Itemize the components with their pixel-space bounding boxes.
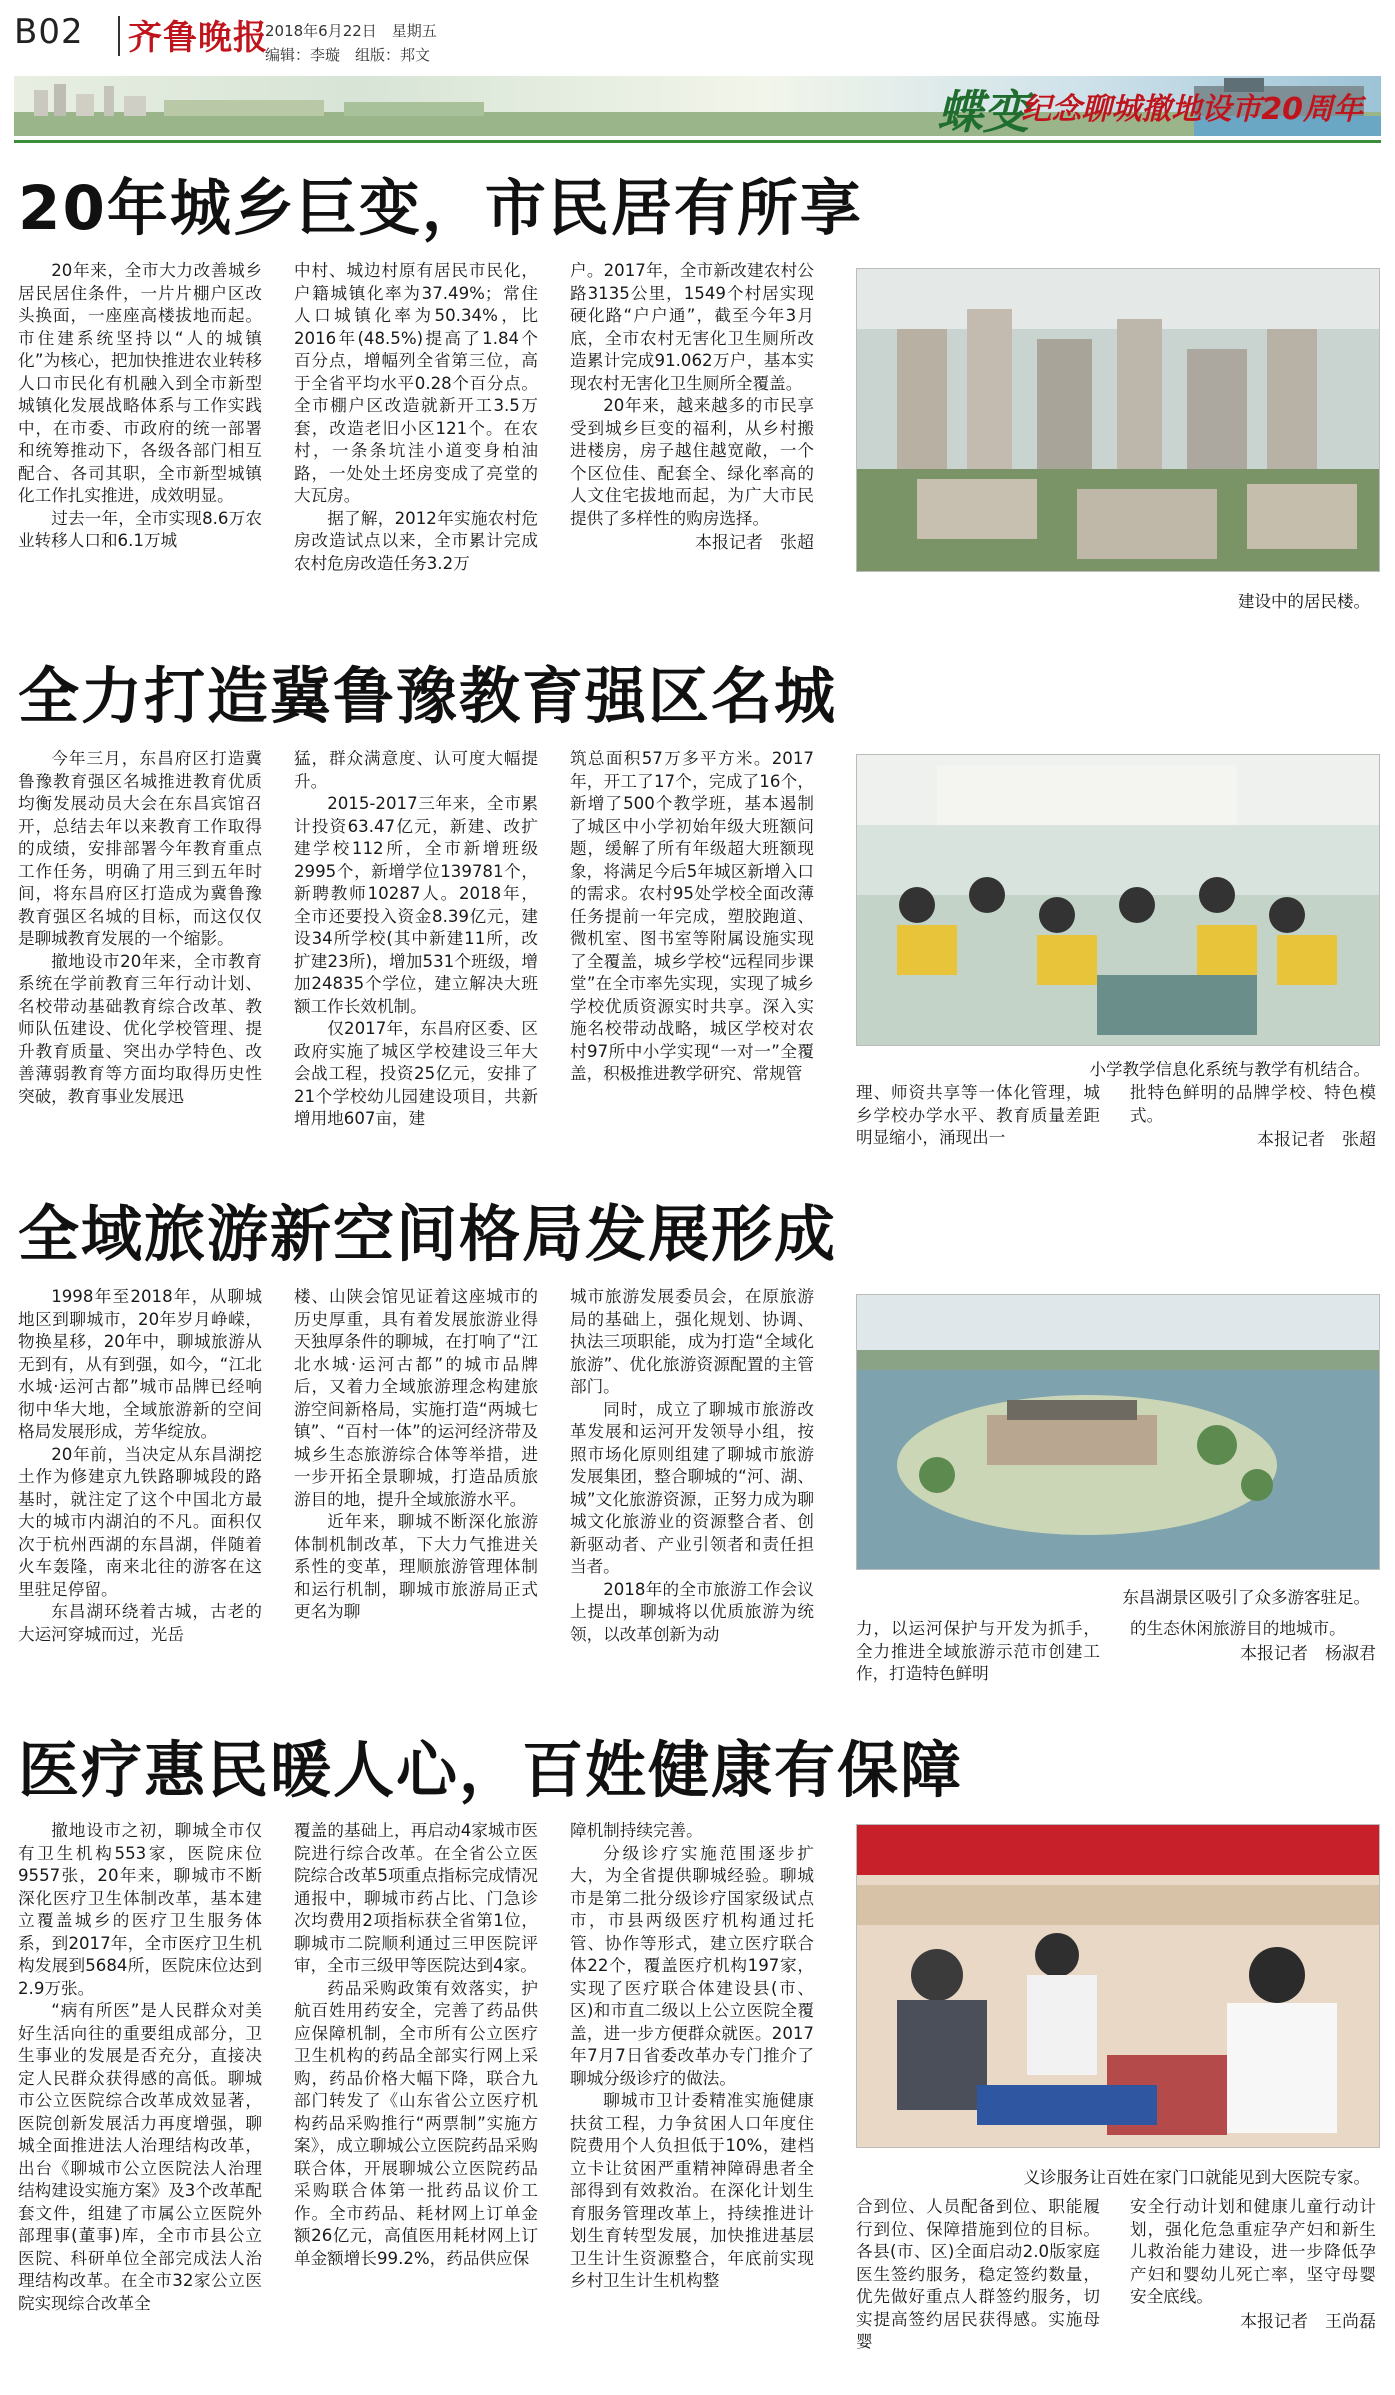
- photo-caption: 东昌湖景区吸引了众多游客驻足。: [1122, 1588, 1370, 1607]
- article-1-col-1: [18, 260, 262, 630]
- article-4-col-4: [856, 2196, 1100, 2381]
- paragraph: 20年来，全市大力改善城乡居民居住条件，一片片棚户区改头换面，一座座高楼拔地而起。市住建系统坚持以“人的城镇化”为核心，把加快推进农业转移人口市民化有机融入到全市新型城镇化发展战略体系与工作实践中，在市委、市政府的统一部署和统筹推动下，各级各部门相互配合、各司其职，全市新型城镇化工作扎实推进，成效明显。: [18, 261, 262, 505]
- photo-art: [857, 755, 1379, 1045]
- paragraph: 同时，成立了聊城市旅游改革发展和运河开发领导小组，按照市场化原则组建了聊城市旅游发展集团，整合聊城的“河、湖、城”文化旅游资源，正努力成为聊城文化旅游业的资源整合者、创新驱动者、产业引领者和责任担当者。: [570, 1399, 814, 1576]
- article-4-col-5: [1130, 2196, 1376, 2386]
- paragraph: 中村、城边村原有居民市民化，户籍城镇化率为37.49%；常住人口城镇化率为50.34%，比2016年(48.5%)提高了1.84个百分点，增幅列全省第三位，高于全省平均水平0.28个百分点。全市棚户区改造就新开工3.5万套，改造老旧小区121个。在农村，一条条坑洼小道变身柏油路，一处处土坯房变成了亮堂的大瓦房。: [294, 261, 538, 505]
- article-4-col-2: [294, 1820, 538, 2385]
- paragraph: 聊城市卫计委精准实施健康扶贫工程，力争贫困人口年度住院费用个人负担低于10%，建档立卡让贫困严重精神障碍患者全部得到有效救治。在深化计划生育服务管理改革上，持续推进计划生育转型发展，加快推进基层卫生计生资源整合，年底前实现乡村卫生计生机构整: [570, 2091, 814, 2290]
- article-2-col-3: [570, 748, 814, 1148]
- paragraph: 的生态休闲旅游目的地城市。: [1130, 1619, 1346, 1638]
- article-4-title: 医疗惠民暖人心，百姓健康有保障: [18, 1735, 964, 1806]
- banner-subtitle: 纪念聊城撤地设市20周年: [1021, 92, 1363, 127]
- photo-art: [857, 1295, 1379, 1569]
- article-4-col-1: [18, 1820, 262, 2385]
- byline: 本报记者 张超: [1257, 1130, 1376, 1150]
- article-1-col-3: [570, 260, 814, 630]
- paragraph: 户。2017年，全市新改建农村公路3135公里，1549个村居实现硬化路“户户通”，截至今年3月底，全市农村无害化卫生厕所改造累计完成91.062万户，基本实现农村无害化卫生厕所全覆盖。: [570, 261, 814, 393]
- page-number: B02: [14, 12, 84, 52]
- header-divider: [118, 16, 120, 56]
- paragraph: 2015-2017三年来，全市累计投资63.47亿元，新建、改扩建学校112所，全市新增班级2995个，新增学位139781个，新聘教师10287人。2018年，全市还要投入资金8.39亿元，建设34所学校(其中新建11所，改扩建23所)，增加531个班级，增加24835个学位，建立解决大班额工作长效机制。: [294, 794, 538, 1016]
- paragraph: 安全行动计划和健康儿童行动计划，强化危急重症孕产妇和新生儿救治能力建设，进一步降低孕产妇和婴幼儿死亡率，坚守母婴安全底线。: [1130, 2197, 1376, 2306]
- paragraph: 撤地设市20年来，全市教育系统在学前教育三年行动计划、名校带动基础教育综合改革、教师队伍建设、优化学校管理、提升教育质量、突出办学特色、改善薄弱教育等方面均取得历史性突破，教育事业发展迅: [18, 951, 262, 1106]
- paragraph: 合到位、人员配备到位、职能履行到位、保障措施到位的目标。各县(市、区)全面启动2.0版家庭医生签约服务，稳定签约数量，优先做好重点人群签约服务，切实提高签约居民获得感。实施母婴: [856, 2197, 1100, 2351]
- article-3-col-5: [1130, 1618, 1376, 1698]
- paragraph: 覆盖的基础上，再启动4家城市医院进行综合改革。在全省公立医院综合改革5项重点指标完成情况通报中，聊城市药占比、门急诊次均费用2项指标获全省第1位，聊城市二院顺利通过三甲医院评审，全市三级甲等医院达到4家。: [294, 1821, 538, 1975]
- photo-caption: 小学教学信息化系统与教学有机结合。: [1089, 1060, 1370, 1079]
- article-3-col-2: [294, 1286, 538, 1706]
- paragraph: 分级诊疗实施范围逐步扩大，为全省提供聊城经验。聊城市是第二批分级诊疗国家级试点市，市县两级医疗机构通过托管、协作等形式，建立医疗联合体22个，覆盖医疗机构197家，实现了医疗联合体建设县(市、区)和市直二级以上公立医院全覆盖，进一步方便群众就医。2017年7月7日省委改革办专门推介了聊城分级诊疗的做法。: [570, 1843, 814, 2088]
- classroom-photo: [856, 754, 1380, 1046]
- byline: 本报记者 张超: [695, 533, 814, 553]
- article-2-title: 全力打造冀鲁豫教育强区名城: [18, 661, 838, 732]
- banner-title: 蝶变: [937, 85, 1029, 136]
- paragraph: 20年前，当决定从东昌湖挖土作为修建京九铁路聊城段的路基时，就注定了这个中国北方最大的城市内湖泊的不凡。面积仅次于杭州西湖的东昌湖，伴随着火车轰隆，南来北往的游客在这里驻足停留。: [18, 1444, 262, 1599]
- paragraph: 楼、山陕会馆见证着这座城市的历史厚重，具有着发展旅游业得天独厚条件的聊城，在打响了“江北水城·运河古都”的城市品牌后，又着力全域旅游理念构建旅游空间新格局，实施打造“两城七镇”、“百村一体”的运河经济带及城乡生态旅游综合体等举措，进一步开拓全景聊城，打造品质旅游目的地，提升全域旅游水平。: [294, 1287, 538, 1509]
- article-4-col-3: [570, 1820, 814, 2385]
- lake-island-photo: [856, 1294, 1380, 1570]
- paragraph: 2018年的全市旅游工作会议上提出，聊城将以优质旅游为统领，以改革创新为动: [570, 1579, 814, 1644]
- article-3-col-1: [18, 1286, 262, 1706]
- paragraph: 力，以运河保护与开发为抓手，全力推进全域旅游示范市创建工作，打造特色鲜明: [856, 1619, 1100, 1683]
- medical-clinic-photo: [856, 1824, 1380, 2148]
- byline: 本报记者 杨淑君: [1240, 1643, 1376, 1664]
- paragraph: 仅2017年，东昌府区委、区政府实施了城区学校建设三年大会战工程，投资25亿元，安排了21个学校幼儿园建设项目，共新增用地607亩，建: [294, 1019, 538, 1128]
- photo-art: [857, 269, 1379, 571]
- banner-strip: [14, 76, 1381, 136]
- article-2-col-2: [294, 748, 538, 1148]
- paragraph: 据了解，2012年实施农村危房改造试点以来，全市累计完成农村危房改造任务3.2万: [294, 508, 538, 573]
- issue-date: 2018年6月22日 星期五: [265, 22, 437, 40]
- photo-caption: 建设中的居民楼。: [1238, 592, 1370, 611]
- paragraph: 猛，群众满意度、认可度大幅提升。: [294, 749, 538, 791]
- photo-art: [857, 1825, 1379, 2147]
- paragraph: “病有所医”是人民群众对美好生活向往的重要组成部分，卫生事业的发展是否充分，直接决定人民群众获得感的高低。聊城市公立医院综合改革成效显著，医院创新发展活力再度增强，聊城全面推进法人治理结构改革，出台《聊城市公立医院法人治理结构建设实施方案》及3个改革配套文件，组建了市属公立医院外部理事(董事)库，全市市县公立医院、科研单位全部完成法人治理结构改革。在全市32家公立医院实现综合改革全: [18, 2001, 262, 2313]
- editor-credit: 编辑：李璇 组版：邦文: [265, 46, 431, 64]
- paragraph: 障机制持续完善。: [570, 1821, 703, 1840]
- article-1-col-2: [294, 260, 538, 630]
- paragraph: 近年来，聊城不断深化旅游体制机制改革，下大力气推进关系性的变革，理顺旅游管理体制和运行机制，聊城市旅游局正式更名为聊: [294, 1512, 538, 1621]
- paragraph: 今年三月，东昌府区打造冀鲁豫教育强区名城推进教育优质均衡发展动员大会在东昌宾馆召开，总结去年以来教育工作取得的成绩，安排部署今年教育重点工作任务，明确了用三到五年时间，将东昌府区打造成为冀鲁豫教育强区名城的目标，而这仅仅是聊城教育发展的一个缩影。: [18, 749, 262, 948]
- newspaper-logo: 齐鲁晚报: [128, 18, 268, 58]
- building-construction-photo: [856, 268, 1380, 572]
- paragraph: 批特色鲜明的品牌学校、特色模式。: [1130, 1083, 1376, 1125]
- article-3-title: 全域旅游新空间格局发展形成: [18, 1199, 838, 1270]
- paragraph: 理、师资共享等一体化管理，城乡学校办学水平、教育质量差距明显缩小，涌现出一: [856, 1083, 1100, 1147]
- paragraph: 药品采购政策有效落实，护航百姓用药安全，完善了药品供应保障机制，全市所有公立医疗卫生机构的药品全部实行网上采购，药品价格大幅下降，联合九部门转发了《山东省公立医疗机构药品采购推行“两票制”实施方案》，成立聊城公立医院药品采购联合体，开展聊城公立医院药品采购联合体第一批药品议价工作。全市药品、耗材网上订单金额26亿元，高值医用耗材网上订单金额增长99.2%，药品供应保: [294, 1978, 538, 2268]
- paragraph: 东昌湖环绕着古城，古老的大运河穿城而过，光岳: [18, 1602, 262, 1644]
- article-2-col-4: [856, 1082, 1100, 1150]
- paragraph: 撤地设市之初，聊城全市仅有卫生机构553家，医院床位9557张，20年来，聊城市不断深化医疗卫生体制改革，基本建立覆盖城乡的医疗卫生服务体系，到2017年，全市医疗卫生机构发展到5684所，医院床位达到2.9万张。: [18, 1821, 262, 1998]
- article-3-col-4: [856, 1618, 1100, 1686]
- article-3-col-3: [570, 1286, 814, 1706]
- article-2-col-1: [18, 748, 262, 1148]
- article-1-title: 20年城乡巨变，市民居有所享: [18, 173, 863, 244]
- paragraph: 城市旅游发展委员会，在原旅游局的基础上，强化规划、协调、执法三项职能，成为打造“全域化旅游”、优化旅游资源配置的主管部门。: [570, 1287, 814, 1396]
- paragraph: 20年来，越来越多的市民享受到城乡巨变的福利，从乡村搬进楼房，房子越住越宽敞，一个个区位佳、配套全、绿化率高的人文住宅拔地而起，为广大市民提供了多样性的购房选择。: [570, 396, 814, 528]
- paragraph: 筑总面积57万多平方米。2017年，开工了17个，完成了16个，新增了500个教学班，基本遏制了城区中小学初始年级大班额问题，缓解了所有年级超大班额现象，将满足今后5年城区新增入口的需求。农村95处学校全面改薄任务提前一年完成，塑胶跑道、微机室、图书室等附属设施实现了全覆盖，城乡学校“远程同步课堂”在全市率先实现，实现了城乡学校优质资源实时共享。深入实施名校带动战略，城区学校对农村97所中小学实现“一对一”全覆盖，积极推进教学研究、常规管: [570, 749, 814, 1083]
- byline: 本报记者 王尚磊: [1240, 2311, 1376, 2332]
- article-2-col-5: [1130, 1082, 1376, 1162]
- photo-caption: 义诊服务让百姓在家门口就能见到大医院专家。: [1023, 2168, 1370, 2187]
- paragraph: 1998年至2018年，从聊城地区到聊城市，20年岁月峥嵘，物换星移，20年中，聊城旅游从无到有，从有到强，如今，“江北水城·运河古都”城市品牌已经响彻中华大地，全域旅游新的空间格局发展形成，芳华绽放。: [18, 1287, 262, 1441]
- paragraph: 过去一年，全市实现8.6万农业转移人口和6.1万城: [18, 508, 262, 550]
- banner-rule: [14, 140, 1381, 143]
